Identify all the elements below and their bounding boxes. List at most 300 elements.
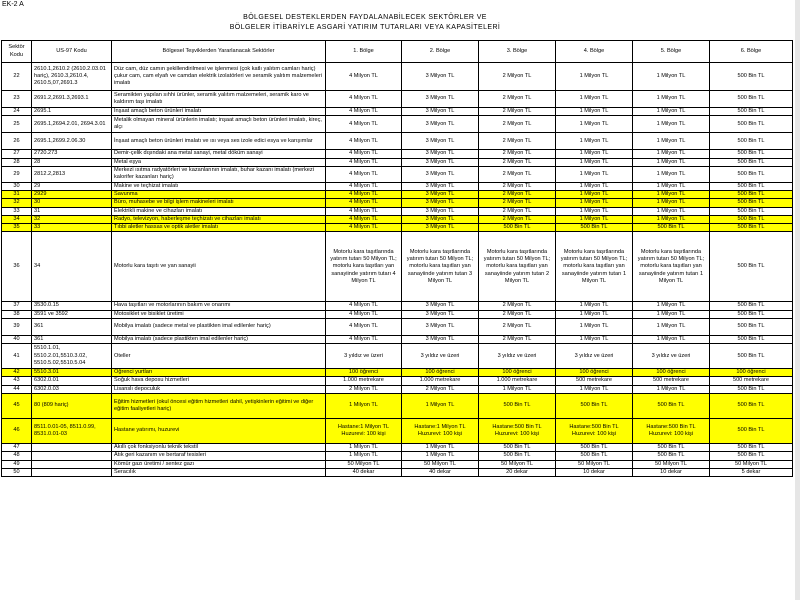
region-1-cell: 4 Milyon TL bbox=[326, 302, 402, 310]
table-row bbox=[2, 207, 793, 215]
region-3-cell: 1.000 metrekare bbox=[479, 377, 556, 385]
sector-name-cell: Hastane yatırımı, huzurevi bbox=[112, 418, 326, 443]
region-2-cell: 2 Milyon TL bbox=[402, 385, 479, 393]
region-4-cell: 100 öğrenci bbox=[556, 369, 633, 377]
region-3-cell: 2 Milyon TL bbox=[479, 318, 556, 335]
region-1-cell: 1 Milyon TL bbox=[326, 393, 402, 418]
sector-name-cell: Motorlu kara taşıtı ve yan sanayii bbox=[112, 232, 326, 302]
sector-name-cell: Büro, muhasebe ve bilgi işlem makineleri imalatı bbox=[112, 199, 326, 207]
region-4-cell: 1 Milyon TL bbox=[556, 302, 633, 310]
sector-code-cell: 42 bbox=[2, 369, 32, 377]
region-6-cell: 500 Bin TL bbox=[710, 116, 793, 133]
region-5-cell: 1 Milyon TL bbox=[633, 207, 710, 215]
region-6-cell: 500 Bin TL bbox=[710, 224, 793, 232]
table-row bbox=[2, 182, 793, 190]
region-6-cell: 500 Bin TL bbox=[710, 344, 793, 369]
table-row bbox=[2, 443, 793, 451]
us97-code-cell: 2695.1,2694.2.01, 2694.3.01 bbox=[32, 116, 112, 133]
region-4-cell: Hastane:500 Bin TL Huzurevi: 100 kişi bbox=[556, 418, 633, 443]
region-3-cell: 2 Milyon TL bbox=[479, 207, 556, 215]
region-6-cell: 500 metrekare bbox=[710, 377, 793, 385]
sector-code-cell: 34 bbox=[2, 215, 32, 223]
header-region-6: 6. Bölge bbox=[710, 41, 793, 63]
sector-code-cell: 35 bbox=[2, 224, 32, 232]
region-1-cell: 4 Milyon TL bbox=[326, 182, 402, 190]
region-3-cell: 1 Milyon TL bbox=[479, 385, 556, 393]
sector-code-cell: 44 bbox=[2, 385, 32, 393]
table-row bbox=[2, 116, 793, 133]
region-2-cell: 3 Milyon TL bbox=[402, 215, 479, 223]
sector-name-cell: Elektrikli makine ve cihazları imalatı bbox=[112, 207, 326, 215]
region-6-cell: 500 Bin TL bbox=[710, 133, 793, 150]
sector-code-cell: 46 bbox=[2, 418, 32, 443]
region-2-cell: 3 Milyon TL bbox=[402, 158, 479, 166]
region-3-cell: 50 Milyon TL bbox=[479, 460, 556, 468]
region-1-cell: 3 yıldız ve üzeri bbox=[326, 344, 402, 369]
sector-name-cell: Akıllı çok fonksiyonlu teknik tekstil bbox=[112, 443, 326, 451]
sector-name-cell: Radyo, televizyon, haberleşme teçhizatı ve cihazları imalatı bbox=[112, 215, 326, 223]
region-5-cell: 50 Milyon TL bbox=[633, 460, 710, 468]
us97-code-cell: 2695.1 bbox=[32, 108, 112, 116]
region-5-cell: 1 Milyon TL bbox=[633, 385, 710, 393]
sector-name-cell: İnşaat amaçlı beton ürünleri imalatı bbox=[112, 108, 326, 116]
region-1-cell: 4 Milyon TL bbox=[326, 207, 402, 215]
region-6-cell: 500 Bin TL bbox=[710, 318, 793, 335]
sector-code-cell: 49 bbox=[2, 460, 32, 468]
region-5-cell: 1 Milyon TL bbox=[633, 335, 710, 343]
us97-code-cell: 3591 ve 3592 bbox=[32, 310, 112, 318]
region-3-cell: 2 Milyon TL bbox=[479, 182, 556, 190]
sector-code-cell: 22 bbox=[2, 63, 32, 91]
table-row bbox=[2, 460, 793, 468]
sector-name-cell: Demir-çelik dışındaki ana metal sanayi, metal döküm sanayi bbox=[112, 150, 326, 158]
region-1-cell: 100 öğrenci bbox=[326, 369, 402, 377]
region-4-cell: 1 Milyon TL bbox=[556, 91, 633, 108]
page-edge bbox=[795, 0, 800, 600]
region-3-cell: 500 Bin TL bbox=[479, 393, 556, 418]
region-3-cell: 2 Milyon TL bbox=[479, 191, 556, 199]
sector-name-cell: İnşaat amaçlı beton ürünleri imalatı ve ısı veya ses izole edici esya ve karışımlar bbox=[112, 133, 326, 150]
us97-code-cell: 2720.273 bbox=[32, 150, 112, 158]
region-2-cell: 3 Milyon TL bbox=[402, 310, 479, 318]
us97-code-cell: 33 bbox=[32, 224, 112, 232]
region-6-cell: 500 Bin TL bbox=[710, 302, 793, 310]
region-5-cell: 500 Bin TL bbox=[633, 452, 710, 460]
sector-code-cell: 26 bbox=[2, 133, 32, 150]
region-1-cell: 4 Milyon TL bbox=[326, 116, 402, 133]
header-region-4: 4. Bölge bbox=[556, 41, 633, 63]
region-5-cell: 1 Milyon TL bbox=[633, 133, 710, 150]
table-row bbox=[2, 393, 793, 418]
us97-code-cell: 2691.2,2691.3,2693.1 bbox=[32, 91, 112, 108]
region-4-cell: 1 Milyon TL bbox=[556, 207, 633, 215]
region-4-cell: 1 Milyon TL bbox=[556, 63, 633, 91]
region-6-cell: 500 Bin TL bbox=[710, 158, 793, 166]
region-5-cell: 500 Bin TL bbox=[633, 443, 710, 451]
region-2-cell: 3 Milyon TL bbox=[402, 63, 479, 91]
region-6-cell: 500 Bin TL bbox=[710, 443, 793, 451]
region-3-cell: 2 Milyon TL bbox=[479, 199, 556, 207]
region-6-cell: 500 Bin TL bbox=[710, 215, 793, 223]
region-3-cell: 2 Milyon TL bbox=[479, 91, 556, 108]
region-3-cell: 500 Bin TL bbox=[479, 443, 556, 451]
document-title-line-2: BÖLGELER İTİBARİYLE ASGARİ YATIRIM TUTARLARI VEYA KAPASİTELERİ bbox=[229, 24, 501, 31]
region-5-cell: 3 yıldız ve üzeri bbox=[633, 344, 710, 369]
region-1-cell: Motorlu kara taşıtlarında yatırım tutarı 50 Milyon TL; motorlu kara taşıtları yan sanayiinde yatırım tutarı 4 Milyon TL bbox=[326, 232, 402, 302]
region-1-cell: 40 dekar bbox=[326, 468, 402, 476]
us97-code-cell: 361 bbox=[32, 335, 112, 343]
document-title-line-1: BÖLGESEL DESTEKLERDEN FAYDALANABİLECEK SEKTÖRLER VE bbox=[243, 14, 487, 21]
sector-name-cell: Eğitim hizmetleri (okul öncesi eğitim hizmetleri dahil, yetişkinlerin eğitimi ve diğer eğitim faaliyetleri hariç) bbox=[112, 393, 326, 418]
region-1-cell: 4 Milyon TL bbox=[326, 133, 402, 150]
sector-code-cell: 47 bbox=[2, 443, 32, 451]
region-4-cell: 1 Milyon TL bbox=[556, 158, 633, 166]
region-3-cell: 2 Milyon TL bbox=[479, 116, 556, 133]
region-2-cell: 40 dekar bbox=[402, 468, 479, 476]
us97-code-cell: 361 bbox=[32, 318, 112, 335]
sector-name-cell: Metalik olmayan mineral ürünlerin imalatı; inşaat amaçlı beton ürünleri imalatı, kireç, alçı bbox=[112, 116, 326, 133]
us97-code-cell: 6302.0.03 bbox=[32, 385, 112, 393]
region-4-cell: 1 Milyon TL bbox=[556, 116, 633, 133]
us97-code-cell: 2610.1,2610.2 (2610.2.03.01 hariç), 2610.3,2610.4, 2610.5,07,2691.3 bbox=[32, 63, 112, 91]
region-4-cell: 1 Milyon TL bbox=[556, 318, 633, 335]
region-3-cell: Motorlu kara taşıtlarında yatırım tutarı 50 Milyon TL; motorlu kara taşıtları yan sanayiinde yatırım tutarı 2 Milyon TL bbox=[479, 232, 556, 302]
sector-code-cell: 43 bbox=[2, 377, 32, 385]
us97-code-cell: 34 bbox=[32, 232, 112, 302]
region-5-cell: 1 Milyon TL bbox=[633, 182, 710, 190]
region-4-cell: 1 Milyon TL bbox=[556, 310, 633, 318]
region-1-cell: 4 Milyon TL bbox=[326, 199, 402, 207]
region-5-cell: 1 Milyon TL bbox=[633, 199, 710, 207]
region-4-cell: Motorlu kara taşıtlarında yatırım tutarı 50 Milyon TL; motorlu kara taşıtları yan sanayiinde yatırım tutarı 1 Milyon TL bbox=[556, 232, 633, 302]
region-2-cell: 3 Milyon TL bbox=[402, 302, 479, 310]
sector-code-cell: 36 bbox=[2, 232, 32, 302]
region-3-cell: 500 Bin TL bbox=[479, 224, 556, 232]
region-4-cell: 10 dekar bbox=[556, 468, 633, 476]
table-row bbox=[2, 318, 793, 335]
region-2-cell: 3 Milyon TL bbox=[402, 108, 479, 116]
region-1-cell: 50 Milyon TL bbox=[326, 460, 402, 468]
region-5-cell: 1 Milyon TL bbox=[633, 310, 710, 318]
region-5-cell: 100 öğrenci bbox=[633, 369, 710, 377]
table-row bbox=[2, 232, 793, 302]
region-5-cell: 1 Milyon TL bbox=[633, 158, 710, 166]
region-1-cell: 4 Milyon TL bbox=[326, 191, 402, 199]
header-sector-code: Sektör Kodu bbox=[2, 41, 32, 63]
sector-name-cell: Soğuk hava deposu hizmetleri bbox=[112, 377, 326, 385]
table-row bbox=[2, 91, 793, 108]
region-3-cell: 100 öğrenci bbox=[479, 369, 556, 377]
region-5-cell: 10 dekar bbox=[633, 468, 710, 476]
us97-code-cell: 8511.0.01-05, 8511.0.99, 8531.0.01-03 bbox=[32, 418, 112, 443]
region-4-cell: 1 Milyon TL bbox=[556, 385, 633, 393]
table-row bbox=[2, 385, 793, 393]
sector-investment-table bbox=[1, 40, 793, 477]
sector-code-cell: 39 bbox=[2, 318, 32, 335]
sector-code-cell: 48 bbox=[2, 452, 32, 460]
region-2-cell: 3 Milyon TL bbox=[402, 182, 479, 190]
region-1-cell: Hastane:1 Milyon TL Huzurevi: 100 kişi bbox=[326, 418, 402, 443]
region-6-cell: 500 Bin TL bbox=[710, 418, 793, 443]
region-5-cell: 1 Milyon TL bbox=[633, 91, 710, 108]
region-1-cell: 1 Milyon TL bbox=[326, 443, 402, 451]
region-5-cell: 500 metrekare bbox=[633, 377, 710, 385]
sector-code-cell: 45 bbox=[2, 393, 32, 418]
region-1-cell: 4 Milyon TL bbox=[326, 215, 402, 223]
us97-code-cell: 32 bbox=[32, 215, 112, 223]
sector-name-cell: Mobilya imalatı (sadece plastikten imal edilenler hariç) bbox=[112, 335, 326, 343]
region-4-cell: 500 Bin TL bbox=[556, 452, 633, 460]
region-4-cell: 500 Bin TL bbox=[556, 443, 633, 451]
sector-code-cell: 32 bbox=[2, 199, 32, 207]
region-2-cell: 1 Milyon TL bbox=[402, 452, 479, 460]
table-row bbox=[2, 369, 793, 377]
sector-code-cell: 37 bbox=[2, 302, 32, 310]
region-6-cell: 500 Bin TL bbox=[710, 108, 793, 116]
region-2-cell: Motorlu kara taşıtlarında yatırım tutarı 50 Milyon TL; motorlu kara taşıtları yan sanayiinde yatırım tutarı 3 Milyon TL bbox=[402, 232, 479, 302]
table-row bbox=[2, 215, 793, 223]
table-row bbox=[2, 335, 793, 343]
region-3-cell: 3 yıldız ve üzeri bbox=[479, 344, 556, 369]
region-4-cell: 3 yıldız ve üzeri bbox=[556, 344, 633, 369]
sector-code-cell: 25 bbox=[2, 116, 32, 133]
us97-code-cell: 2695.1,2699.2.06.30 bbox=[32, 133, 112, 150]
us97-code-cell: 28 bbox=[32, 158, 112, 166]
sector-name-cell: Atık geri kazanım ve bertaraf tesisleri bbox=[112, 452, 326, 460]
region-4-cell: 50 Milyon TL bbox=[556, 460, 633, 468]
table-row bbox=[2, 191, 793, 199]
region-6-cell: 500 Bin TL bbox=[710, 63, 793, 91]
sector-name-cell: Metal eşya bbox=[112, 158, 326, 166]
sector-name-cell: Makine ve teçhizat imalatı bbox=[112, 182, 326, 190]
region-5-cell: 500 Bin TL bbox=[633, 393, 710, 418]
sector-name-cell: Seramikten yapılan sıhhi ürünler, seramik yalıtım malzemeleri, seramik karo ve kaldırım taşı imalatı bbox=[112, 91, 326, 108]
region-6-cell: 500 Bin TL bbox=[710, 335, 793, 343]
table-row bbox=[2, 377, 793, 385]
region-5-cell: 500 Bin TL bbox=[633, 224, 710, 232]
region-1-cell: 4 Milyon TL bbox=[326, 91, 402, 108]
region-4-cell: 1 Milyon TL bbox=[556, 215, 633, 223]
region-6-cell: 500 Bin TL bbox=[710, 310, 793, 318]
region-1-cell: 1 Milyon TL bbox=[326, 452, 402, 460]
region-4-cell: 500 Bin TL bbox=[556, 224, 633, 232]
region-6-cell: 500 Bin TL bbox=[710, 199, 793, 207]
sector-name-cell: Oteller bbox=[112, 344, 326, 369]
sector-name-cell: Savunma bbox=[112, 191, 326, 199]
region-5-cell: 1 Milyon TL bbox=[633, 150, 710, 158]
region-3-cell: 2 Milyon TL bbox=[479, 215, 556, 223]
region-2-cell: 3 Milyon TL bbox=[402, 116, 479, 133]
region-4-cell: 1 Milyon TL bbox=[556, 166, 633, 182]
region-6-cell: 500 Bin TL bbox=[710, 150, 793, 158]
sector-code-cell: 38 bbox=[2, 310, 32, 318]
sector-name-cell: Öğrenci yurtları bbox=[112, 369, 326, 377]
header-region-1: 1. Bölge bbox=[326, 41, 402, 63]
table-row bbox=[2, 133, 793, 150]
region-1-cell: 4 Milyon TL bbox=[326, 166, 402, 182]
us97-code-cell bbox=[32, 452, 112, 460]
sector-code-cell: 28 bbox=[2, 158, 32, 166]
region-4-cell: 500 Bin TL bbox=[556, 393, 633, 418]
us97-code-cell: 80 (809 hariç) bbox=[32, 393, 112, 418]
region-6-cell: 500 Bin TL bbox=[710, 232, 793, 302]
header-sector-name: Bölgesel Teşviklerden Yararlanacak Sektörler bbox=[112, 41, 326, 63]
region-5-cell: 1 Milyon TL bbox=[633, 108, 710, 116]
us97-code-cell: 30 bbox=[32, 199, 112, 207]
sector-name-cell: Lisanslı depoculuk bbox=[112, 385, 326, 393]
us97-code-cell: 2812.2,2813 bbox=[32, 166, 112, 182]
region-2-cell: 3 Milyon TL bbox=[402, 199, 479, 207]
region-6-cell: 500 Bin TL bbox=[710, 393, 793, 418]
table-row bbox=[2, 302, 793, 310]
region-3-cell: 2 Milyon TL bbox=[479, 63, 556, 91]
region-3-cell: 2 Milyon TL bbox=[479, 310, 556, 318]
sector-code-cell: 27 bbox=[2, 150, 32, 158]
sector-name-cell: Tıbbi aletler hassas ve optik aletler imalatı bbox=[112, 224, 326, 232]
region-6-cell: 500 Bin TL bbox=[710, 207, 793, 215]
region-4-cell: 1 Milyon TL bbox=[556, 108, 633, 116]
table-row bbox=[2, 166, 793, 182]
region-6-cell: 100 öğrenci bbox=[710, 369, 793, 377]
region-4-cell: 1 Milyon TL bbox=[556, 191, 633, 199]
region-2-cell: 3 Milyon TL bbox=[402, 150, 479, 158]
sector-name-cell: Kömür gazı üretimi / sentez gazı bbox=[112, 460, 326, 468]
region-6-cell: 500 Bin TL bbox=[710, 385, 793, 393]
region-2-cell: 3 Milyon TL bbox=[402, 335, 479, 343]
region-2-cell: 3 Milyon TL bbox=[402, 224, 479, 232]
region-2-cell: 1.000 metrekare bbox=[402, 377, 479, 385]
sector-code-cell: 33 bbox=[2, 207, 32, 215]
table-row bbox=[2, 63, 793, 91]
region-5-cell: Hastane:500 Bin TL Huzurevi: 100 kişi bbox=[633, 418, 710, 443]
region-3-cell: 2 Milyon TL bbox=[479, 166, 556, 182]
region-1-cell: 4 Milyon TL bbox=[326, 108, 402, 116]
region-4-cell: 1 Milyon TL bbox=[556, 182, 633, 190]
region-6-cell: 500 Bin TL bbox=[710, 191, 793, 199]
header-region-5: 5. Bölge bbox=[633, 41, 710, 63]
region-3-cell: 500 Bin TL bbox=[479, 452, 556, 460]
region-5-cell: 1 Milyon TL bbox=[633, 116, 710, 133]
region-2-cell: 100 öğrenci bbox=[402, 369, 479, 377]
region-2-cell: 3 Milyon TL bbox=[402, 191, 479, 199]
sector-code-cell: 40 bbox=[2, 335, 32, 343]
header-region-3: 3. Bölge bbox=[479, 41, 556, 63]
sector-name-cell: Mobilya imalatı (sadece metal ve plastikten imal edilenler hariç) bbox=[112, 318, 326, 335]
table-row bbox=[2, 199, 793, 207]
table-row bbox=[2, 158, 793, 166]
table-row bbox=[2, 108, 793, 116]
region-5-cell: 1 Milyon TL bbox=[633, 318, 710, 335]
us97-code-cell: 6302.0.01 bbox=[32, 377, 112, 385]
region-2-cell: Hastane:1 Milyon TL Huzurevi: 100 kişi bbox=[402, 418, 479, 443]
table-row bbox=[2, 452, 793, 460]
region-3-cell: 2 Milyon TL bbox=[479, 158, 556, 166]
region-6-cell: 50 Milyon TL bbox=[710, 460, 793, 468]
sector-name-cell: Düz cam, düz camın şekillendirilmesi ve işlenmesi (çok katlı yalıtım camları hariç) çukur cam, cam elyafı ve camdan elektrik izolatörleri ve seramik yalıtım malzemeleri imalatı bbox=[112, 63, 326, 91]
region-1-cell: 4 Milyon TL bbox=[326, 318, 402, 335]
sector-code-cell: 41 bbox=[2, 344, 32, 369]
region-5-cell: 1 Milyon TL bbox=[633, 63, 710, 91]
region-5-cell: 1 Milyon TL bbox=[633, 166, 710, 182]
table-row bbox=[2, 310, 793, 318]
header-region-2: 2. Bölge bbox=[402, 41, 479, 63]
region-2-cell: 3 Milyon TL bbox=[402, 133, 479, 150]
region-6-cell: 500 Bin TL bbox=[710, 91, 793, 108]
region-4-cell: 1 Milyon TL bbox=[556, 335, 633, 343]
sector-code-cell: 23 bbox=[2, 91, 32, 108]
us97-code-cell: 3530.0.15 bbox=[32, 302, 112, 310]
region-2-cell: 3 Milyon TL bbox=[402, 91, 479, 108]
region-6-cell: 5 dekar bbox=[710, 468, 793, 476]
sector-code-cell: 50 bbox=[2, 468, 32, 476]
us97-code-cell bbox=[32, 460, 112, 468]
region-2-cell: 3 yıldız ve üzeri bbox=[402, 344, 479, 369]
table-row bbox=[2, 344, 793, 369]
region-4-cell: 1 Milyon TL bbox=[556, 199, 633, 207]
region-1-cell: 1.000 metrekare bbox=[326, 377, 402, 385]
region-1-cell: 4 Milyon TL bbox=[326, 310, 402, 318]
region-1-cell: 4 Milyon TL bbox=[326, 224, 402, 232]
region-5-cell: 1 Milyon TL bbox=[633, 215, 710, 223]
region-3-cell: 2 Milyon TL bbox=[479, 108, 556, 116]
us97-code-cell bbox=[32, 443, 112, 451]
region-4-cell: 1 Milyon TL bbox=[556, 133, 633, 150]
region-6-cell: 500 Bin TL bbox=[710, 452, 793, 460]
us97-code-cell: 31 bbox=[32, 207, 112, 215]
us97-code-cell: 2929 bbox=[32, 191, 112, 199]
sector-name-cell: Hava taşıtları ve motorlarının bakım ve onarımı bbox=[112, 302, 326, 310]
region-1-cell: 4 Milyon TL bbox=[326, 150, 402, 158]
region-5-cell: Motorlu kara taşıtlarında yatırım tutarı 50 Milyon TL; motorlu kara taşıtları yan sanayiinde yatırım tutarı 1 Milyon TL bbox=[633, 232, 710, 302]
region-3-cell: 20 dekar bbox=[479, 468, 556, 476]
region-5-cell: 1 Milyon TL bbox=[633, 302, 710, 310]
region-3-cell: 2 Milyon TL bbox=[479, 335, 556, 343]
table-row bbox=[2, 224, 793, 232]
us97-code-cell bbox=[32, 468, 112, 476]
sector-code-cell: 30 bbox=[2, 182, 32, 190]
region-5-cell: 1 Milyon TL bbox=[633, 191, 710, 199]
us97-code-cell: 29 bbox=[32, 182, 112, 190]
us97-code-cell: 5510.3.01 bbox=[32, 369, 112, 377]
sector-name-cell: Merkezi ısıtma radyatörleri ve kazanlarının imalatı, buhar kazanı imalatı (merkezi kalorifer kazanları hariç) bbox=[112, 166, 326, 182]
region-3-cell: 2 Milyon TL bbox=[479, 150, 556, 158]
region-6-cell: 500 Bin TL bbox=[710, 166, 793, 182]
region-4-cell: 1 Milyon TL bbox=[556, 150, 633, 158]
sector-name-cell: Motosiklet ve bisiklet üretimi bbox=[112, 310, 326, 318]
region-1-cell: 4 Milyon TL bbox=[326, 335, 402, 343]
table-row bbox=[2, 468, 793, 476]
region-3-cell: 2 Milyon TL bbox=[479, 133, 556, 150]
region-2-cell: 3 Milyon TL bbox=[402, 166, 479, 182]
table-row bbox=[2, 418, 793, 443]
sector-code-cell: 29 bbox=[2, 166, 32, 182]
sector-code-cell: 31 bbox=[2, 191, 32, 199]
region-2-cell: 1 Milyon TL bbox=[402, 393, 479, 418]
region-1-cell: 4 Milyon TL bbox=[326, 63, 402, 91]
region-1-cell: 2 Milyon TL bbox=[326, 385, 402, 393]
region-1-cell: 4 Milyon TL bbox=[326, 158, 402, 166]
region-6-cell: 500 Bin TL bbox=[710, 182, 793, 190]
region-3-cell: 2 Milyon TL bbox=[479, 302, 556, 310]
region-4-cell: 500 metrekare bbox=[556, 377, 633, 385]
us97-code-cell: 5510.1.01, 5510.2.01,5510.3.02, 5510.5.02,5510.5.04 bbox=[32, 344, 112, 369]
annex-label: EK-2 A bbox=[2, 1, 24, 8]
region-3-cell: Hastane:500 Bin TL Huzurevi: 100 kişi bbox=[479, 418, 556, 443]
table-header-row bbox=[2, 41, 793, 63]
region-2-cell: 3 Milyon TL bbox=[402, 318, 479, 335]
sector-name-cell: Seracılık bbox=[112, 468, 326, 476]
sector-code-cell: 24 bbox=[2, 108, 32, 116]
